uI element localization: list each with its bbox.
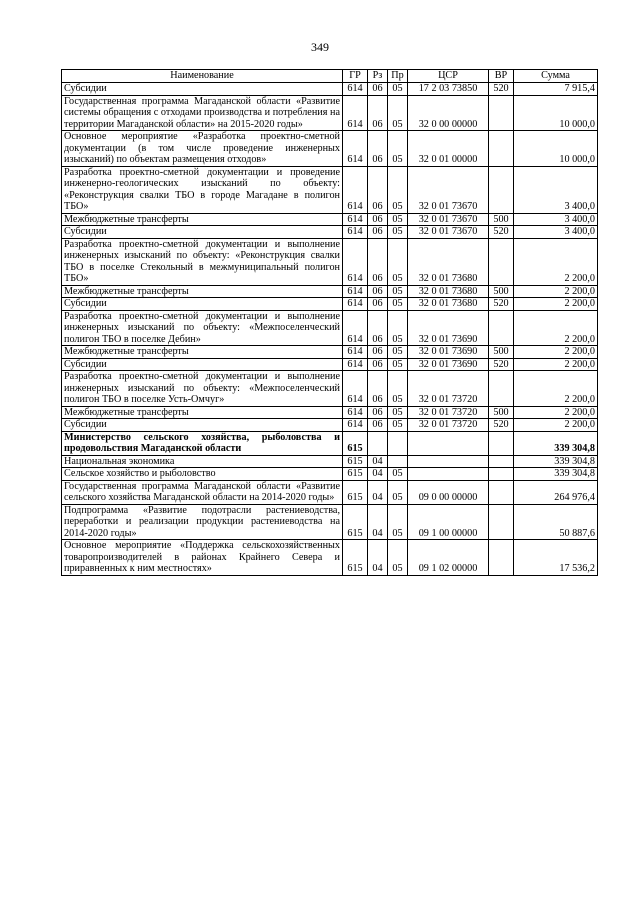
page-number: 349 xyxy=(311,40,329,54)
cell-csr: 32 0 01 73720 xyxy=(408,419,489,432)
table-row xyxy=(62,406,598,419)
cell-gr: 614 xyxy=(343,131,368,167)
cell-name: Разработка проектно-сметной документации и выполнение инженерных изысканий по объекту: «Реконструкция свалки ТБО в поселке Стекольный в межмуниципальный полигон ТБО» xyxy=(62,238,343,285)
cell-name: Разработка проектно-сметной документации и выполнение инженерных изысканий по объекту: «Межпоселенческий полигон ТБО в поселке Усть-Омчуг» xyxy=(62,371,343,407)
cell-name: Основное мероприятие «Разработка проектно-сметной документации (в том числе проведение инженерных изысканий) по объектам размещения отходов» xyxy=(62,131,343,167)
cell-sum: 10 000,0 xyxy=(514,95,598,131)
cell-pr: 05 xyxy=(388,166,408,213)
cell-vr xyxy=(489,480,514,504)
cell-rz: 06 xyxy=(368,419,388,432)
cell-csr: 17 2 03 73850 xyxy=(408,83,489,96)
cell-csr xyxy=(408,431,489,455)
cell-sum: 10 000,0 xyxy=(514,131,598,167)
table-row xyxy=(62,346,598,359)
cell-gr: 614 xyxy=(343,226,368,239)
cell-sum: 2 200,0 xyxy=(514,406,598,419)
cell-pr: 05 xyxy=(388,480,408,504)
cell-pr xyxy=(388,455,408,468)
cell-pr: 05 xyxy=(388,213,408,226)
cell-pr: 05 xyxy=(388,358,408,371)
cell-sum: 2 200,0 xyxy=(514,419,598,432)
cell-rz xyxy=(368,431,388,455)
cell-rz: 06 xyxy=(368,310,388,346)
table-row xyxy=(62,371,598,407)
cell-gr: 614 xyxy=(343,285,368,298)
cell-name: Разработка проектно-сметной документации и выполнение инженерных изысканий по объекту: «Межпоселенческий полигон ТБО в поселке Дебин» xyxy=(62,310,343,346)
cell-csr: 32 0 01 73670 xyxy=(408,226,489,239)
cell-gr: 614 xyxy=(343,406,368,419)
cell-name: Подпрограмма «Развитие подотрасли растениеводства, переработки и реализации продукции растениеводства на 2014-2020 годы» xyxy=(62,504,343,540)
cell-gr: 614 xyxy=(343,346,368,359)
cell-rz: 06 xyxy=(368,83,388,96)
cell-vr: 520 xyxy=(489,226,514,239)
table-row xyxy=(62,238,598,285)
cell-name: Министерство сельского хозяйства, рыболовства и продовольствия Магаданской области xyxy=(62,431,343,455)
cell-pr: 05 xyxy=(388,504,408,540)
cell-gr: 614 xyxy=(343,95,368,131)
cell-rz: 04 xyxy=(368,504,388,540)
cell-csr xyxy=(408,455,489,468)
table-row xyxy=(62,480,598,504)
table-row xyxy=(62,468,598,481)
cell-rz: 04 xyxy=(368,468,388,481)
cell-pr: 05 xyxy=(388,346,408,359)
cell-csr: 32 0 01 73680 xyxy=(408,298,489,311)
cell-gr: 614 xyxy=(343,371,368,407)
cell-vr xyxy=(489,131,514,167)
cell-vr xyxy=(489,431,514,455)
cell-vr xyxy=(489,540,514,576)
table-row xyxy=(62,95,598,131)
cell-rz: 06 xyxy=(368,285,388,298)
table-header-row xyxy=(62,70,598,83)
cell-rz: 06 xyxy=(368,226,388,239)
cell-rz: 04 xyxy=(368,455,388,468)
table-body xyxy=(62,83,598,576)
cell-gr: 615 xyxy=(343,431,368,455)
cell-rz: 06 xyxy=(368,298,388,311)
table-row xyxy=(62,504,598,540)
cell-name: Субсидии xyxy=(62,83,343,96)
header-vr: ВР xyxy=(489,70,514,83)
cell-csr: 32 0 01 00000 xyxy=(408,131,489,167)
header-gr: ГР xyxy=(343,70,368,83)
cell-sum: 2 200,0 xyxy=(514,358,598,371)
cell-rz: 06 xyxy=(368,95,388,131)
cell-csr: 32 0 01 73690 xyxy=(408,346,489,359)
cell-gr: 615 xyxy=(343,504,368,540)
cell-vr xyxy=(489,95,514,131)
cell-csr: 09 0 00 00000 xyxy=(408,480,489,504)
table-row xyxy=(62,419,598,432)
cell-vr xyxy=(489,504,514,540)
cell-vr: 500 xyxy=(489,346,514,359)
cell-rz: 06 xyxy=(368,358,388,371)
cell-sum: 3 400,0 xyxy=(514,213,598,226)
cell-vr xyxy=(489,166,514,213)
cell-rz: 06 xyxy=(368,371,388,407)
cell-gr: 614 xyxy=(343,238,368,285)
cell-pr: 05 xyxy=(388,406,408,419)
header-sum: Сумма xyxy=(514,70,598,83)
cell-csr: 09 1 00 00000 xyxy=(408,504,489,540)
cell-name: Разработка проектно-сметной документации и проведение инженерно-геологических изысканий по объекту: «Реконструкция свалки ТБО в городе Магадане в полигон ТБО» xyxy=(62,166,343,213)
cell-name: Межбюджетные трансферты xyxy=(62,406,343,419)
cell-vr xyxy=(489,468,514,481)
cell-gr: 614 xyxy=(343,213,368,226)
cell-gr: 614 xyxy=(343,419,368,432)
cell-gr: 614 xyxy=(343,298,368,311)
table-row xyxy=(62,213,598,226)
table-row xyxy=(62,310,598,346)
cell-pr: 05 xyxy=(388,238,408,285)
cell-name: Субсидии xyxy=(62,358,343,371)
table-row xyxy=(62,455,598,468)
cell-gr: 615 xyxy=(343,480,368,504)
cell-pr: 05 xyxy=(388,226,408,239)
cell-pr: 05 xyxy=(388,371,408,407)
cell-name: Субсидии xyxy=(62,226,343,239)
budget-table xyxy=(61,69,598,576)
table-row xyxy=(62,285,598,298)
cell-sum: 339 304,8 xyxy=(514,468,598,481)
cell-sum: 3 400,0 xyxy=(514,226,598,239)
cell-name: Субсидии xyxy=(62,298,343,311)
cell-vr xyxy=(489,455,514,468)
cell-sum: 2 200,0 xyxy=(514,346,598,359)
cell-rz: 06 xyxy=(368,213,388,226)
cell-vr: 520 xyxy=(489,419,514,432)
cell-rz: 06 xyxy=(368,346,388,359)
table-row xyxy=(62,83,598,96)
table-row xyxy=(62,166,598,213)
cell-pr: 05 xyxy=(388,540,408,576)
cell-gr: 615 xyxy=(343,540,368,576)
cell-sum: 7 915,4 xyxy=(514,83,598,96)
table-row xyxy=(62,540,598,576)
cell-sum: 2 200,0 xyxy=(514,310,598,346)
cell-vr: 500 xyxy=(489,285,514,298)
cell-sum: 2 200,0 xyxy=(514,298,598,311)
cell-gr: 614 xyxy=(343,166,368,213)
cell-csr: 32 0 00 00000 xyxy=(408,95,489,131)
cell-sum: 339 304,8 xyxy=(514,455,598,468)
cell-pr: 05 xyxy=(388,419,408,432)
cell-sum: 339 304,8 xyxy=(514,431,598,455)
cell-rz: 06 xyxy=(368,406,388,419)
cell-csr xyxy=(408,468,489,481)
cell-pr: 05 xyxy=(388,285,408,298)
header-name: Наименование xyxy=(62,70,343,83)
cell-pr: 05 xyxy=(388,131,408,167)
cell-sum: 2 200,0 xyxy=(514,238,598,285)
cell-name: Межбюджетные трансферты xyxy=(62,285,343,298)
cell-vr: 520 xyxy=(489,83,514,96)
cell-name: Государственная программа Магаданской области «Развитие системы обращения с отходами производства и потребления на территории Магаданской области» на 2015-2020 годы» xyxy=(62,95,343,131)
cell-name: Межбюджетные трансферты xyxy=(62,213,343,226)
cell-gr: 614 xyxy=(343,83,368,96)
table-row xyxy=(62,226,598,239)
cell-gr: 614 xyxy=(343,358,368,371)
cell-pr: 05 xyxy=(388,310,408,346)
cell-vr xyxy=(489,238,514,285)
table-row xyxy=(62,298,598,311)
cell-csr: 32 0 01 73720 xyxy=(408,371,489,407)
cell-rz: 04 xyxy=(368,480,388,504)
cell-sum: 17 536,2 xyxy=(514,540,598,576)
cell-pr: 05 xyxy=(388,298,408,311)
cell-name: Основное мероприятие «Поддержка сельскохозяйственных товаропроизводителей в районах Крайнего Севера и приравненных к ним местностях» xyxy=(62,540,343,576)
cell-csr: 32 0 01 73680 xyxy=(408,238,489,285)
cell-rz: 06 xyxy=(368,166,388,213)
cell-gr: 614 xyxy=(343,310,368,346)
header-rz: Рз xyxy=(368,70,388,83)
header-csr: ЦСР xyxy=(408,70,489,83)
cell-csr: 32 0 01 73690 xyxy=(408,310,489,346)
cell-vr: 520 xyxy=(489,358,514,371)
table-row xyxy=(62,131,598,167)
cell-sum: 3 400,0 xyxy=(514,166,598,213)
table-row xyxy=(62,358,598,371)
cell-csr: 32 0 01 73670 xyxy=(408,213,489,226)
cell-pr xyxy=(388,431,408,455)
cell-vr: 500 xyxy=(489,213,514,226)
cell-pr: 05 xyxy=(388,95,408,131)
table-row xyxy=(62,431,598,455)
cell-name: Государственная программа Магаданской области «Развитие сельского хозяйства Магаданской области на 2014-2020 годы» xyxy=(62,480,343,504)
cell-name: Национальная экономика xyxy=(62,455,343,468)
cell-name: Межбюджетные трансферты xyxy=(62,346,343,359)
cell-sum: 50 887,6 xyxy=(514,504,598,540)
cell-csr: 32 0 01 73720 xyxy=(408,406,489,419)
cell-pr: 05 xyxy=(388,468,408,481)
cell-csr: 32 0 01 73670 xyxy=(408,166,489,213)
cell-rz: 06 xyxy=(368,131,388,167)
cell-sum: 2 200,0 xyxy=(514,371,598,407)
cell-rz: 04 xyxy=(368,540,388,576)
cell-pr: 05 xyxy=(388,83,408,96)
cell-vr xyxy=(489,371,514,407)
cell-name: Субсидии xyxy=(62,419,343,432)
cell-vr xyxy=(489,310,514,346)
cell-vr: 520 xyxy=(489,298,514,311)
cell-rz: 06 xyxy=(368,238,388,285)
header-pr: Пр xyxy=(388,70,408,83)
cell-vr: 500 xyxy=(489,406,514,419)
cell-sum: 2 200,0 xyxy=(514,285,598,298)
cell-gr: 615 xyxy=(343,455,368,468)
cell-csr: 32 0 01 73690 xyxy=(408,358,489,371)
cell-csr: 32 0 01 73680 xyxy=(408,285,489,298)
cell-sum: 264 976,4 xyxy=(514,480,598,504)
cell-name: Сельское хозяйство и рыболовство xyxy=(62,468,343,481)
cell-gr: 615 xyxy=(343,468,368,481)
cell-csr: 09 1 02 00000 xyxy=(408,540,489,576)
